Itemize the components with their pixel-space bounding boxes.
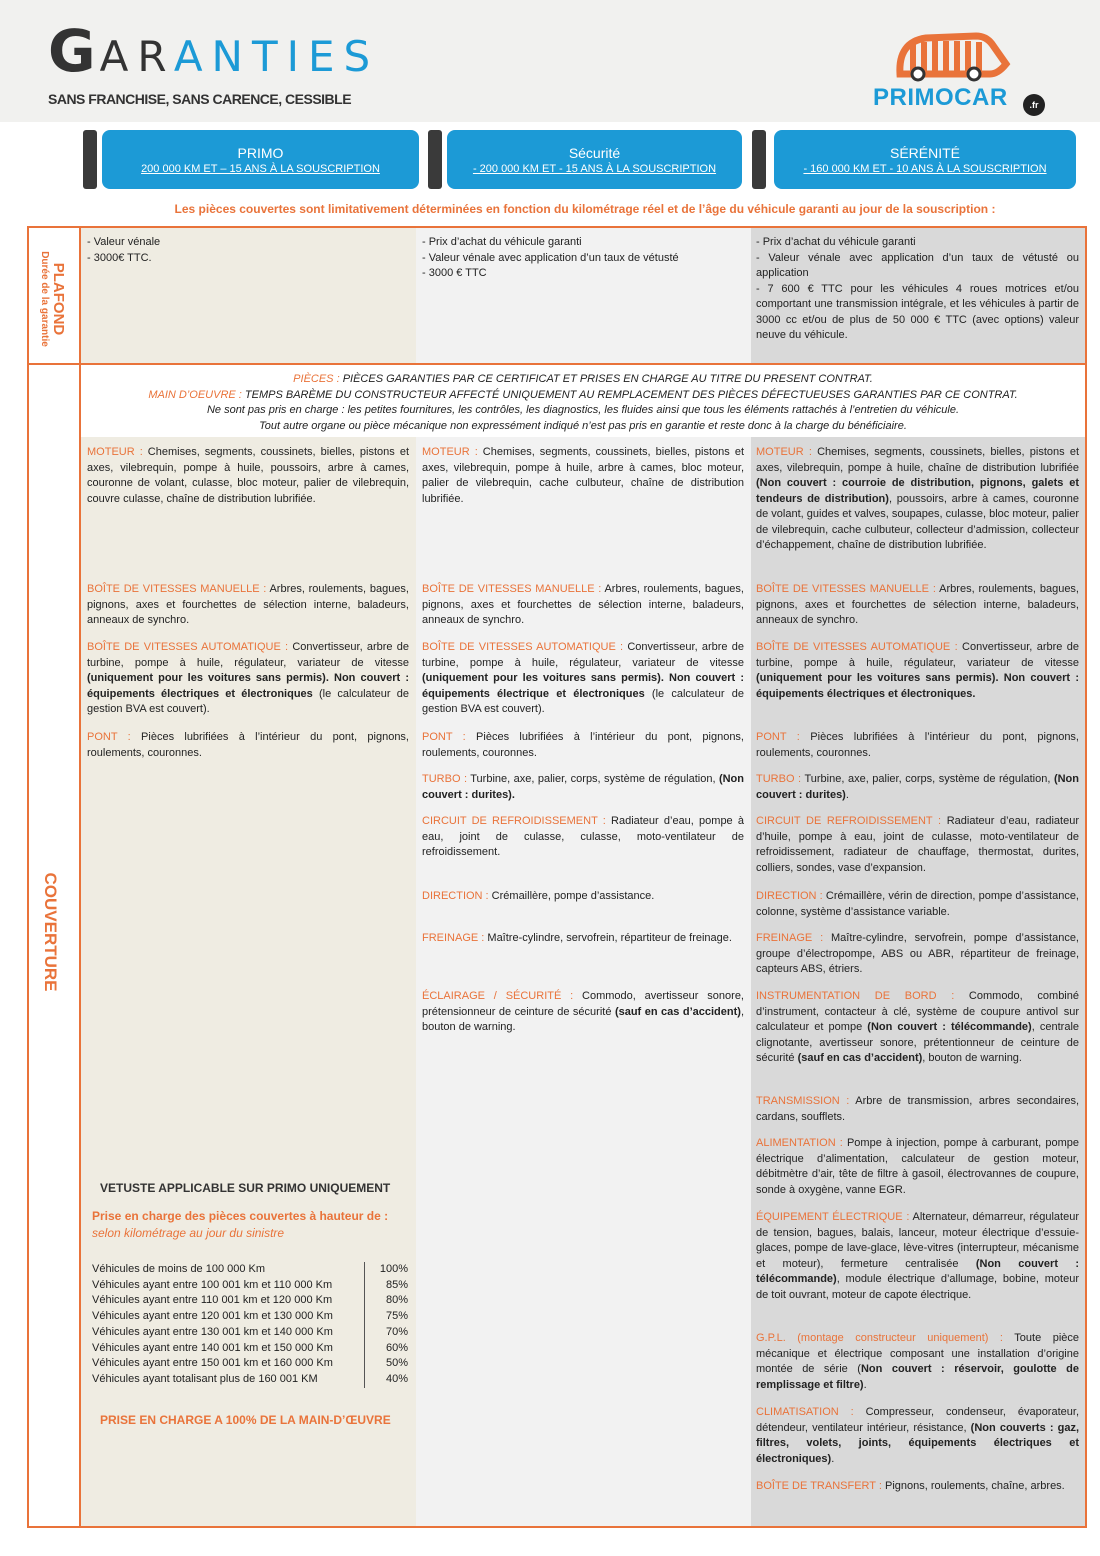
vetuste-title: VETUSTE APPLICABLE SUR PRIMO UNIQUEMENT: [100, 1181, 391, 1195]
securite-pont: PONT : Pièces lubrifiées à l’intérieur du pont, pignons, roulements, couronnes.: [422, 731, 744, 759]
plan-tab-serenite: [774, 130, 1076, 189]
tab-peg: [428, 130, 442, 189]
serenite-bvm: BOÎTE DE VITESSES MANUELLE : Arbres, roulements, bagues, pignons, axes et fourchettes de sélection interne, baladeurs, anneaux de synchro.: [756, 583, 1079, 626]
securite-refroidissement: CIRCUIT DE REFROIDISSEMENT : Radiateur d’eau, pompe à eau, joint de culasse, culasse, moto-ventilateur de refroidissement.: [422, 815, 744, 858]
vetuste-footer: PRISE EN CHARGE A 100% DE LA MAIN-D’ŒUVRE: [100, 1413, 391, 1427]
vetuste-table: [92, 1262, 408, 1388]
table-row: Véhicules ayant entre 150 001 km et 160 000 Km 50%: [92, 1356, 408, 1372]
table-row: Véhicules ayant entre 110 001 km et 120 000 Km 80%: [92, 1293, 408, 1309]
primo-pont: PONT : Pièces lubrifiées à l’intérieur du pont, pignons, roulements, couronnes.: [87, 731, 409, 759]
brand-tld-badge: .fr: [1023, 94, 1045, 116]
table-row: Véhicules ayant entre 120 001 km et 130 000 Km 75%: [92, 1309, 408, 1325]
serenite-equipement-electrique: ÉQUIPEMENT ÉLECTRIQUE : Alternateur, démarreur, régulateur de tension, bagues, balais, lanceur, moteur électrique d’essuie-glaces, pompe de lave-glace, lève-vitres (interrupteur, mécanisme et moteur), fermeture centralisée (Non couvert : télécommande), module électrique d’allumage, bobine, moteur de toit ouvrant, moteur de capote électrique.: [756, 1211, 1080, 1301]
vetuste-note: selon kilométrage au jour du sinistre: [92, 1226, 285, 1240]
brand-name: PRIMOCAR: [873, 84, 1008, 111]
primo-moteur: MOTEUR : Chemises, segments, coussinets, bielles, pistons et axes, vilebrequin, pompe à huile, poussoirs, arbre à cames, couronne de volant, culasse, bloc moteur, palier de vilebrequin, couvre culasse, chaîne de distribution lubrifiée.: [87, 446, 409, 505]
serenite-alimentation: ALIMENTATION : Pompe à injection, pompe à carburant, pompe électrique d’alimentation, calculateur de gestion moteur, débitmètre d’air, tête de filtre à gasoil, électrovannes de coupure, sonde à oxygène, vanne EGR.: [756, 1137, 1079, 1196]
securite-eclairage: ÉCLAIRAGE / SÉCURITÉ : Commodo, avertisseur sonore, prétensionneur de ceinture de sécurité (sauf en cas d’accident), bouton de warning.: [422, 990, 744, 1033]
plan-subtitle: - 160 000 KM ET - 10 ANS À LA SOUSCRIPTION: [803, 163, 1047, 175]
serenite-freinage: FREINAGE : Maître-cylindre, servofrein, pompe d’assistance, groupe d’électropompe, ABS ou ABR, répartiteur de freinage, capteurs ABS, étriers.: [756, 932, 1079, 975]
serenite-refroidissement: CIRCUIT DE REFROIDISSEMENT : Radiateur d’eau, radiateur d’huile, pompe à eau, joint de culasse, moto-ventilateur de refroidissement, radiateur de chauffage, thermostat, durites, colliers, sondes, vase d’expansion.: [756, 815, 1079, 874]
serenite-instrumentation: INSTRUMENTATION DE BORD : Commodo, combiné d’instrument, contacteur à clé, système de coupure antivol sur calculateur et pompe (Non couvert : télécommande), centrale clignotante, avertisseur sonore, prétentionneur de ceinture de sécurité (sauf en cas d’accident), bouton de warning.: [756, 990, 1080, 1064]
serenite-pont: PONT : Pièces lubrifiées à l’intérieur du pont, pignons, roulements, couronnes.: [756, 731, 1079, 759]
serenite-moteur: MOTEUR : Chemises, segments, coussinets, bielles, pistons et axes, vilebrequin, pompe à huile, chaîne de distribution lubrifiée (Non couvert : courroie de distribution, pignons, galets et tendeurs de distribution), poussoirs, arbre à cames, couronne de volant, guides et valves, soupapes, culasse, bloc moteur, palier de vilebrequin, cache culbuteur, collecteur d’admission, collecteur d’échappement, chaîne de distribution lubrifiée.: [756, 446, 1080, 551]
plafond-primo: - Valeur vénale - 3000€ TTC.: [87, 236, 161, 264]
intro-text: Les pièces couvertes sont limitativement déterminées en fonction du kilométrage réel et de l’âge du véhicule garanti au jour de la souscription :: [174, 202, 996, 216]
serenite-gpl: G.P.L. (montage constructeur uniquement) : Toute pièce mécanique et électrique composant une installation d’origine montée de série (Non couvert : réservoir, goulotte de remplissage et filtre).: [756, 1332, 1079, 1391]
vetuste-subtitle: Prise en charge des pièces couvertes à hauteur de :: [92, 1209, 389, 1223]
serenite-transmission: TRANSMISSION : Arbre de transmission, arbres secondaires, cardans, soufflets.: [756, 1095, 1079, 1123]
plan-name: SÉRÉNITÉ: [889, 145, 960, 161]
plan-subtitle: - 200 000 KM ET - 15 ANS À LA SOUSCRIPTION: [472, 163, 717, 175]
securite-freinage: FREINAGE : Maître-cylindre, servofrein, répartiteur de freinage.: [422, 932, 732, 944]
serenite-climatisation: CLIMATISATION : Compresseur, condenseur, évaporateur, détendeur, ventilateur intérieur, résistance, (Non couverts : gaz, filtres, volets, joints, équipements électriques et électroniques).: [756, 1406, 1080, 1465]
plan-subtitle: 200 000 KM ET – 15 ANS À LA SOUSCRIPTION: [141, 163, 380, 175]
table-row: Véhicules ayant entre 130 001 km et 140 000 Km 70%: [92, 1325, 408, 1341]
table-row: Véhicules de moins de 100 000 Km 100%: [92, 1262, 408, 1278]
table-row: Véhicules ayant entre 140 001 km et 150 000 Km 60%: [92, 1341, 408, 1357]
securite-direction: DIRECTION : Crémaillère, pompe d’assistance.: [422, 890, 655, 902]
plan-tab-primo: [102, 130, 419, 189]
table-row: Véhicules ayant entre 100 001 km et 110 000 Km 85%: [92, 1278, 408, 1294]
serenite-bva: BOÎTE DE VITESSES AUTOMATIQUE : Convertisseur, arbre de turbine, pompe à huile, régulateur, variateur de vitesse (uniquement pour les voitures sans permis). Non couvert : équipements électriques et électroniques.: [756, 641, 1079, 700]
plafond-label: PLAFOND Durée de la garantie: [39, 251, 67, 347]
tab-peg: [752, 130, 766, 189]
primo-bva: BOÎTE DE VITESSES AUTOMATIQUE : Convertisseur, arbre de turbine, pompe à huile, régulateur, variateur de vitesse (uniquement pour les voitures sans permis). Non couvert : équipements électriques et électroniques (le calculateur de gestion BVA est couvert).: [87, 641, 410, 715]
securite-moteur: MOTEUR : Chemises, segments, coussinets, bielles, pistons et axes, vilebrequin, pompe à huile, arbre à cames, bloc moteur, palier de vilebrequin, cache culbuteur, chaîne de distribution lubrifiée.: [422, 446, 744, 505]
coverage-notes: PIÈCES : PIÈCES GARANTIES PAR CE CERTIFICAT ET PRISES EN CHARGE AU TITRE DU PRESENT CONTRAT. MAIN D’OEUVRE : TEMPS BARÈME DU CONSTRUCTEUR AFFECTÉ UNIQUEMENT AU REMPLACEMENT DES PIÈCES DÉFECTUEUSES GARANTIES PAR CE CONTRAT. Ne sont pas pris en charge : les petites fournitures, les contrôles, les diagnostics, les fluides ainsi que tous les éléments rattachés à l’entretien du véhicule. Tout autre organe ou pièce mécanique non expressément indiqué n’est pas pris en garantie et reste donc à la charge du bénéficiaire.: [81, 365, 1085, 437]
plan-tab-securite: [447, 130, 742, 189]
plafond-securite: - Prix d’achat du véhicule garanti - Valeur vénale avec application d’un taux de vétusté - 3000 € TTC: [422, 236, 679, 279]
table-row: Véhicules ayant totalisant plus de 160 001 KM 40%: [92, 1372, 408, 1388]
serenite-turbo: TURBO : Turbine, axe, palier, corps, système de régulation, (Non couvert : durites).: [756, 773, 1079, 801]
plan-name: Sécurité: [568, 145, 621, 161]
plafond-serenite: - Prix d’achat du véhicule garanti - Valeur vénale avec application d’un taux de vétusté ou application - 7 600 € TTC pour les véhicules 4 roues motrices et/ou comportant une transmission intégrale, et les véhicules à partir de 3000 cc et/ou de plus de 50 000 € TTC (avec options) valeur neuve du véhicule.: [756, 236, 1079, 341]
page-subtitle: SANS FRANCHISE, SANS CARENCE, CESSIBLE: [48, 91, 352, 107]
securite-bva: BOÎTE DE VITESSES AUTOMATIQUE : Convertisseur, arbre de turbine, pompe à huile, régulateur, variateur de vitesse (uniquement pour les voitures sans permis). Non couvert : équipements électrique et électroniques (le calculateur de gestion BVA est couvert).: [422, 641, 744, 715]
serenite-direction: DIRECTION : Crémaillère, vérin de direction, pompe d’assistance, colonne, système d’assistance variable.: [756, 890, 1079, 918]
serenite-boite-transfert: BOÎTE DE TRANSFERT : Pignons, roulements, chaîne, arbres.: [756, 1480, 1065, 1492]
tab-peg: [83, 130, 97, 189]
securite-turbo: TURBO : Turbine, axe, palier, corps, système de régulation, (Non couvert : durites).: [422, 773, 744, 801]
primo-bvm: BOÎTE DE VITESSES MANUELLE : Arbres, roulements, bagues, pignons, axes et fourchettes de sélection interne, baladeurs, anneaux de synchro.: [87, 583, 409, 626]
securite-bvm: BOÎTE DE VITESSES MANUELLE : Arbres, roulements, bagues, pignons, axes et fourchettes de sélection interne, baladeurs, anneaux de synchro.: [422, 583, 744, 626]
plan-name: PRIMO: [237, 145, 284, 161]
couverture-label: COUVERTURE: [41, 872, 60, 992]
page-title: GARANTIES: [48, 17, 380, 85]
